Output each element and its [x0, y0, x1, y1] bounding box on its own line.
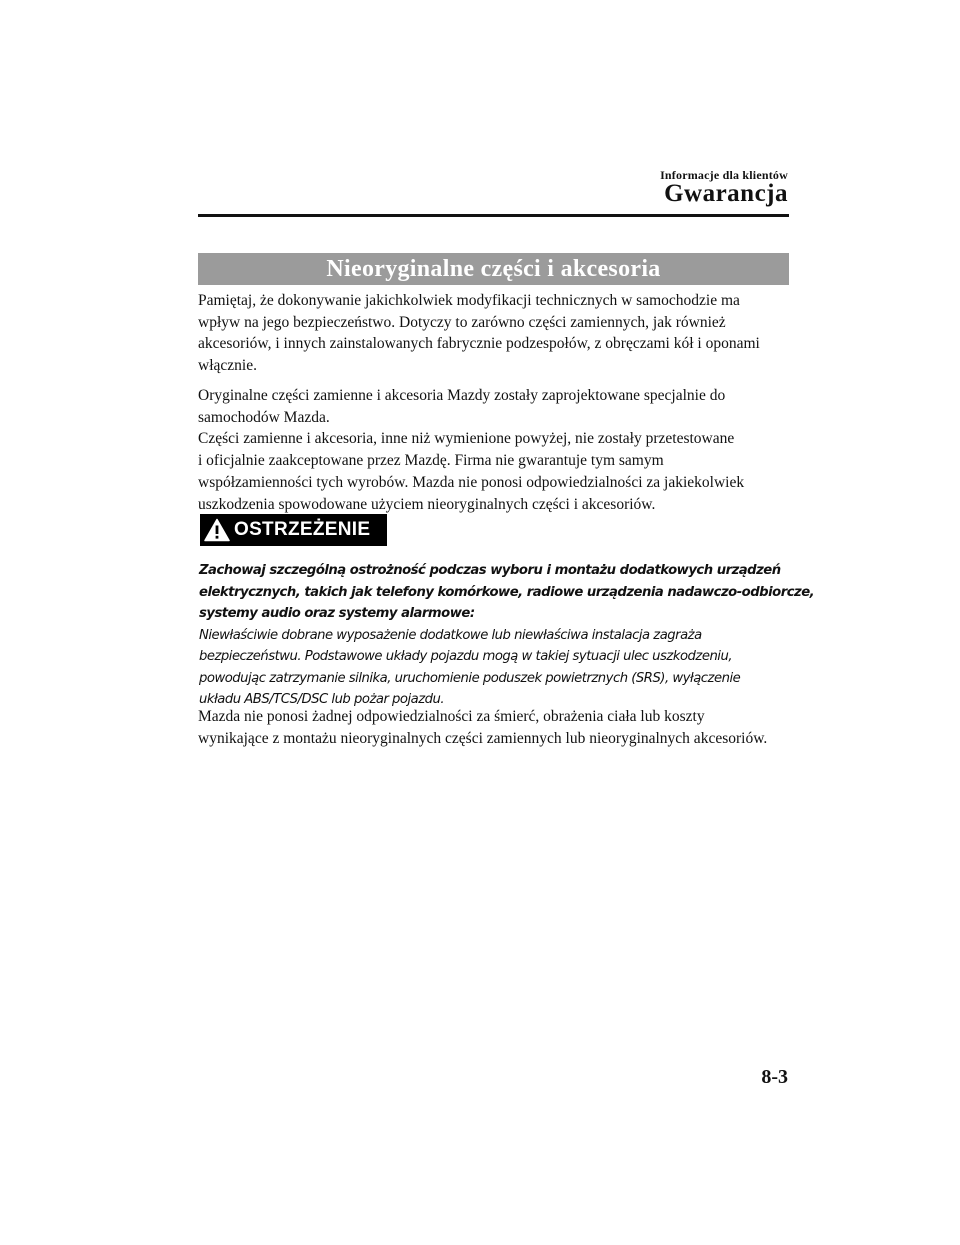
- header-section: Informacje dla klientów: [660, 168, 788, 182]
- paragraph-line: Mazda nie ponosi żadnej odpowiedzialności za śmierć, obrażenia ciała lub koszty: [198, 708, 705, 725]
- paragraph-line: Pamiętaj, że dokonywanie jakichkolwiek modyfikacji technicznych w samochodzie ma: [198, 292, 740, 309]
- warning-line: bezpieczeństwu. Podstawowe układy pojazdu mogą w takiej sytuacji ulec uszkodzeniu,: [199, 649, 733, 664]
- paragraph-line: wynikające z montażu nieoryginalnych części zamiennych lub nieoryginalnych akcesoriów.: [198, 729, 768, 747]
- paragraph-line: wpływ na jego bezpieczeństwo. Dotyczy to zarówno części zamiennych, jak również: [198, 313, 726, 331]
- warning-bold-line: systemy audio oraz systemy alarmowe:: [199, 606, 475, 621]
- section-title: Nieoryginalne części i akcesoria: [198, 253, 789, 285]
- header-chapter: Gwarancja: [664, 180, 788, 207]
- paragraph-liability: [198, 706, 798, 749]
- warning-badge: [200, 514, 387, 546]
- paragraph-line: uszkodzenia spowodowane użyciem nieoryginalnych części i akcesoriów.: [198, 495, 656, 513]
- warning-text: [199, 560, 815, 711]
- warning-bold-line: elektrycznych, takich jak telefony komórkowe, radiowe urządzenia nadawczo-odbiorcze,: [199, 584, 815, 600]
- warning-line: układu ABS/TCS/DSC lub pożar pojazdu.: [199, 692, 445, 707]
- paragraph-line: samochodów Mazda.: [198, 408, 330, 426]
- warning-triangle-icon: [204, 518, 230, 542]
- warning-label: OSTRZEŻENIE: [234, 519, 371, 540]
- warning-line: powodując zatrzymanie silnika, uruchomienie poduszek powietrznych (SRS), wyłączenie: [199, 670, 741, 686]
- warning-line: Niewłaściwie dobrane wyposażenie dodatkowe lub niewłaściwa instalacja zagraża: [199, 627, 702, 643]
- header-divider: [198, 214, 789, 217]
- warning-bold-line: Zachowaj szczególną ostrożność podczas wyboru i montażu dodatkowych urządzeń: [199, 563, 781, 578]
- paragraph-original-parts: [198, 385, 798, 515]
- paragraph-modifications: [198, 290, 798, 377]
- paragraph-line: Części zamienne i akcesoria, inne niż wymienione powyżej, nie zostały przetestowane: [198, 430, 735, 448]
- paragraph-line: współzamienności tych wyrobów. Mazda nie ponosi odpowiedzialności za jakiekolwiek: [198, 473, 745, 491]
- paragraph-line: akcesoriów, i innych zainstalowanych fabrycznie podzespołów, z obręczami kół i oponami: [198, 335, 760, 353]
- paragraph-line: Oryginalne części zamienne i akcesoria Mazdy zostały zaprojektowane specjalnie do: [198, 387, 726, 404]
- page-number: 8-3: [761, 1066, 788, 1088]
- paragraph-line: i oficjalnie zaakceptowane przez Mazdę. Firma nie gwarantuje tym samym: [198, 452, 664, 470]
- paragraph-line: włącznie.: [198, 357, 257, 375]
